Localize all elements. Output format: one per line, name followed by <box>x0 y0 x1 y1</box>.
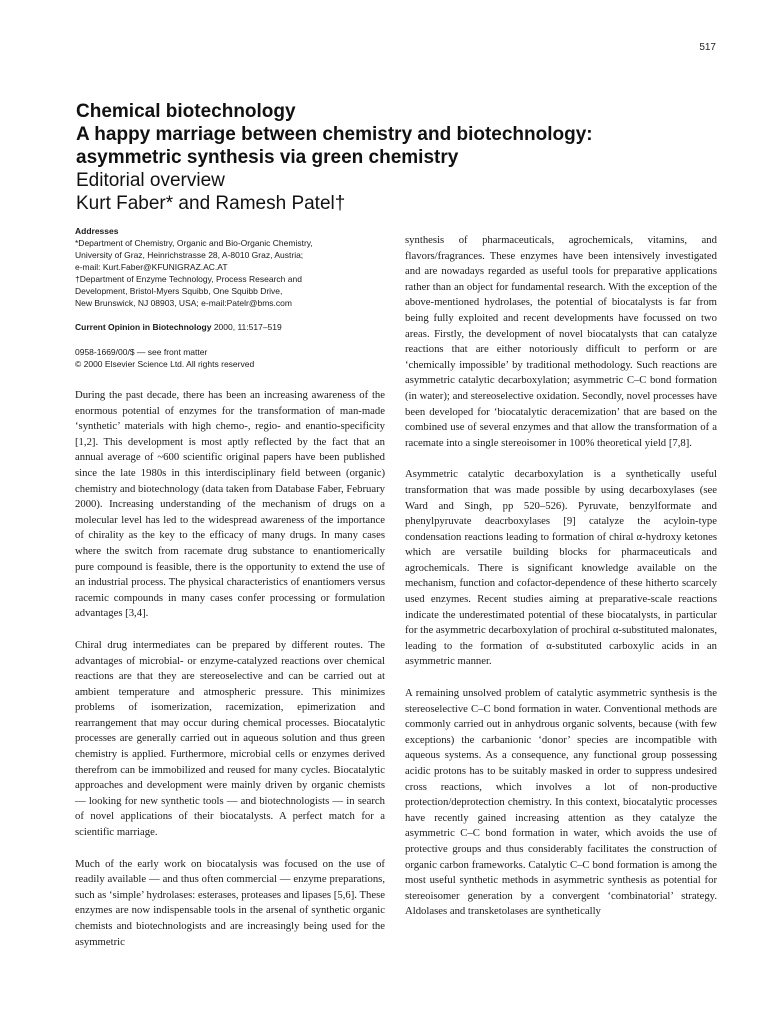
journal-name: Current Opinion in Biotechnology <box>75 322 212 332</box>
right-column <box>405 233 717 920</box>
address-line: e-mail: Kurt.Faber@KFUNIGRAZ.AC.AT <box>75 262 228 272</box>
address-line: Development, Bristol-Myers Squibb, One Squibb Drive, <box>75 286 283 296</box>
body-paragraph: During the past decade, there has been an increasing awareness of the enormous potential of enzymes for the transformation of man-made ‘synthetic’ materials with high chemo-, regio- and enantio-specificity [1,2]. This development is most aptly reflected by the fact that an annual average of ~600 scientific original papers have been published since the late 1980s in this interdisciplinary field between (organic) chemistry and biotechnology (data taken from Database Faber, February 2000). Increasing understanding of the mechanism of drugs on a molecular level has led to the widespread awareness of the importance of chirality as the key to the efficacy of many drugs. In many cases where the switch from racemate drug substance to enantiomerically pure compound is feasible, there is the opportunity to extend the use of an industrial process. The physical characteristics of enantiomers versus racemic compounds in many cases confer processing or formulation advantages [3,4]. <box>75 389 385 620</box>
address-line: *Department of Chemistry, Organic and Bio-Organic Chemistry, <box>75 238 313 248</box>
body-paragraph: Much of the early work on biocatalysis was focused on the use of readily available — and thus often commercial — enzyme preparations, such as ‘simple’ hydrolases: esterases, proteases and lipases [5,6]. These enzymes are now indispensable tools in the arsenal of synthetic organic chemists and biotechnologists and are increasingly being used for the asymmetric <box>75 857 385 948</box>
article-title-block <box>76 100 716 215</box>
body-paragraph: Asymmetric catalytic decarboxylation is a synthetically useful transformation that was made possible by using decarboxylases (see Ward and Singh, pp 520–526). Pyruvate, benzylformate and phenylpyruvate deacrboxylases [9] catalyze the acyloin-type condensation reactions leading to formation of chiral α-hydroxy ketones which are versatile building blocks for pharmaceuticals and agrochemicals. There is significant knowledge available on the mechanism, function and cofactor-dependence of these hitherto scarcely used enzymes. Recent studies aiming at preparative-scale reactions indicate the underestimated potential of these biocatalysts, in particular for the asymmetric decarboxylation of prochiral α-substituted malonates, leading to the formation of α-substituted carboxylic acids in an asymmetric manner. <box>405 468 717 668</box>
address-line: New Brunswick, NJ 08903, USA; e-mail:Patelr@bms.com <box>75 298 292 308</box>
copyright-line: © 2000 Elsevier Science Ltd. All rights reserved <box>75 359 255 369</box>
issn-line: 0958-1669/00/$ — see front matter <box>75 347 208 357</box>
page-number: 517 <box>699 42 716 53</box>
article-section-title: Chemical biotechnology <box>76 101 296 122</box>
citation-details: 2000, 11:517–519 <box>211 322 282 332</box>
left-column <box>75 225 385 950</box>
body-paragraph: Chiral drug intermediates can be prepared by different routes. The advantages of microbial- or enzyme-catalyzed reactions over chemical reactions are that they are stereoselective and can be carried out at ambient temperature and atmospheric pressure. This minimizes problems of isomerization, racemization, epimerization and rearrangement that may occur during chemical processes. Biocatalytic processes are generally carried out in aqueous solution and thus green chemistry is applied. Furthermore, microbial cells or enzymes derived therefrom can be immobilized and reused for many cycles. Biocatalytic approaches and development were mainly driven by organic chemists — looking for new synthetic tools — and biotechnologists — in search of novel applications of their biocatalysts. A perfect match for a scientific marriage. <box>75 638 385 839</box>
body-paragraph: synthesis of pharmaceuticals, agrochemicals, vitamins, and flavors/fragrances. These enzymes have been intensively investigated and are nowadays regarded as useful tools for preparative applications rather than an object for fundamental research. With the exception of the above-mentioned hydrolases, the potential of biocatalysts is far from being fully exploited and recent developments have focussed on two areas. Firstly, the development of novel biocatalysts that can catalyze reactions that are either notoriously difficult to perform or are ‘chemically impossible’ by traditional methodology. Such reactions are asymmetric catalytic decarboxylation; asymmetric C–C bond formation (in water); and stereoselective oxidation. Secondly, novel processes have been developed for ‘biocatalytic deracemization’ that are based on the combined use of several enzymes and that allow the transformation of a racemate into a single stereoisomer in 100% theoretical yield [7,8]. <box>405 234 717 449</box>
address-line: †Department of Enzyme Technology, Process Research and <box>75 274 302 284</box>
article-title-line: A happy marriage between chemistry and biotechnology: <box>76 124 593 145</box>
journal-citation <box>75 321 385 333</box>
article-title-line: asymmetric synthesis via green chemistry <box>76 147 459 168</box>
body-paragraph: A remaining unsolved problem of catalytic asymmetric synthesis is the stereoselective C–C bond formation in water. Conventional methods are commonly carried out in anhydrous organic solvents, because (with few exceptions) the carbanionic ‘donor’ species are incompatible with aqueous systems. As a consequence, any functional group possessing acidic protons has to be suitably masked in order to suppress undesired cross reactions, which involves a lot of non-productive protection/deprotection chemistry. In this context, biocatalytic processes have recently gained increasing attention as they catalyze the asymmetric C–C bond formation in water, which avoids the use of protective groups and thus considerably facilitates the construction of organic carbon frameworks. Catalytic C–C bond formation is among the most useful synthetic methods in asymmetric synthesis as potential for stereoisomer generation by a convergent ‘combinatorial’ strategy. Aldolases and transketolases are synthetically <box>405 687 717 918</box>
article-authors: Kurt Faber* and Ramesh Patel† <box>76 193 346 214</box>
article-type: Editorial overview <box>76 170 225 191</box>
address-line: University of Graz, Heinrichstrasse 28, A-8010 Graz, Austria; <box>75 250 304 260</box>
addresses-heading: Addresses <box>75 226 119 236</box>
copyright-block <box>75 346 385 370</box>
